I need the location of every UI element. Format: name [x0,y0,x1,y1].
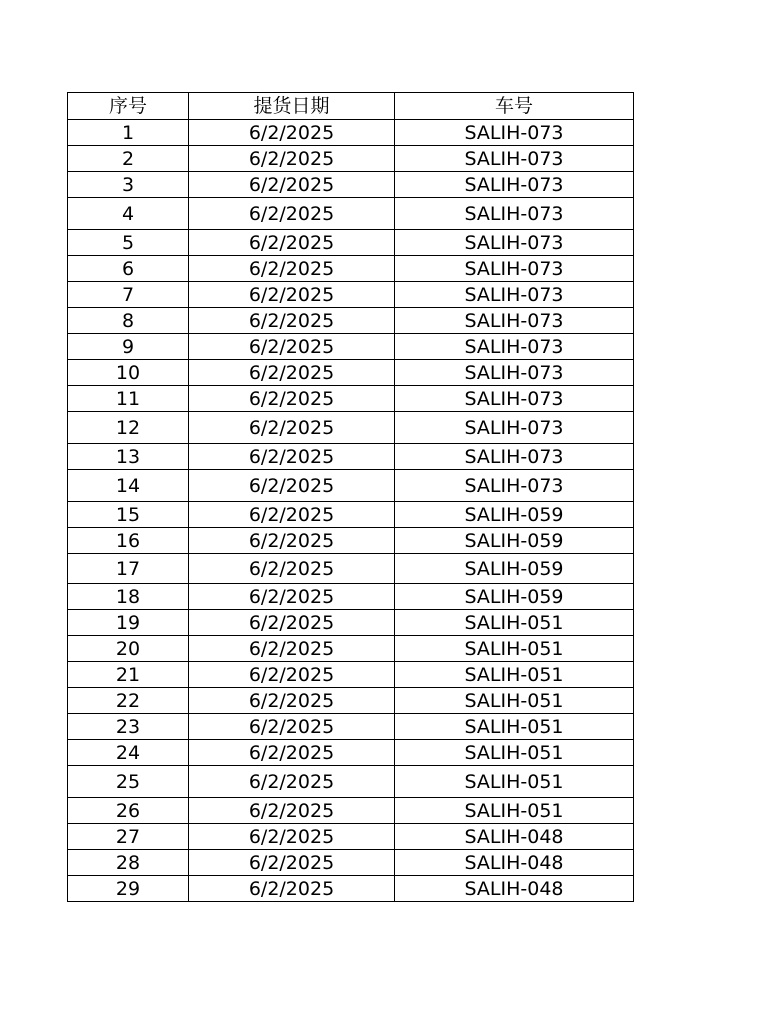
table-row [68,636,634,662]
table-row [68,308,634,334]
serial-number-cell[interactable]: 21 [68,662,189,688]
vehicle-number-cell[interactable]: SALIH-059 [395,554,634,584]
serial-number-cell[interactable]: 24 [68,740,189,766]
table-row [68,120,634,146]
vehicle-number-cell[interactable]: SALIH-048 [395,850,634,876]
table-row [68,386,634,412]
serial-number-cell[interactable]: 20 [68,636,189,662]
serial-number-cell[interactable]: 27 [68,824,189,850]
vehicle-number-cell[interactable]: SALIH-059 [395,584,634,610]
pickup-date-cell[interactable]: 6/2/2025 [189,740,395,766]
vehicle-number-cell[interactable]: SALIH-073 [395,172,634,198]
vehicle-number-cell[interactable]: SALIH-073 [395,230,634,256]
pickup-date-cell[interactable]: 6/2/2025 [189,636,395,662]
pickup-date-cell[interactable]: 6/2/2025 [189,444,395,470]
table-row [68,334,634,360]
pickup-date-cell[interactable]: 6/2/2025 [189,172,395,198]
vehicle-number-cell[interactable]: SALIH-048 [395,876,634,902]
serial-number-cell[interactable]: 12 [68,412,189,444]
serial-number-cell[interactable]: 9 [68,334,189,360]
serial-number-cell[interactable]: 2 [68,146,189,172]
serial-number-cell[interactable]: 5 [68,230,189,256]
table-row [68,502,634,528]
table-row [68,714,634,740]
table-row [68,662,634,688]
vehicle-number-cell[interactable]: SALIH-073 [395,412,634,444]
serial-number-cell[interactable]: 16 [68,528,189,554]
vehicle-number-cell[interactable]: SALIH-073 [395,386,634,412]
vehicle-number-cell[interactable]: SALIH-073 [395,256,634,282]
table-row [68,528,634,554]
vehicle-number-cell[interactable]: SALIH-051 [395,714,634,740]
serial-number-cell[interactable]: 6 [68,256,189,282]
pickup-date-cell[interactable]: 6/2/2025 [189,412,395,444]
table-row [68,444,634,470]
pickup-date-cell[interactable]: 6/2/2025 [189,386,395,412]
serial-number-cell[interactable]: 10 [68,360,189,386]
vehicle-number-cell[interactable]: SALIH-051 [395,766,634,798]
pickup-date-cell[interactable]: 6/2/2025 [189,308,395,334]
pickup-date-cell[interactable]: 6/2/2025 [189,146,395,172]
pickup-date-cell[interactable]: 6/2/2025 [189,502,395,528]
pickup-date-cell[interactable]: 6/2/2025 [189,824,395,850]
pickup-date-cell[interactable]: 6/2/2025 [189,198,395,230]
table-row [68,610,634,636]
vehicle-number-cell[interactable]: SALIH-051 [395,636,634,662]
table-row [68,360,634,386]
vehicle-number-cell[interactable]: SALIH-073 [395,198,634,230]
vehicle-number-cell[interactable]: SALIH-051 [395,662,634,688]
serial-number-cell[interactable]: 11 [68,386,189,412]
serial-number-cell[interactable]: 17 [68,554,189,584]
serial-number-cell[interactable]: 1 [68,120,189,146]
pickup-date-cell[interactable]: 6/2/2025 [189,230,395,256]
vehicle-number-cell[interactable]: SALIH-051 [395,688,634,714]
pickup-date-cell[interactable]: 6/2/2025 [189,256,395,282]
serial-number-cell[interactable]: 18 [68,584,189,610]
vehicle-number-cell[interactable]: SALIH-073 [395,120,634,146]
pickup-date-cell[interactable]: 6/2/2025 [189,334,395,360]
header-row [68,93,634,120]
pickup-date-cell[interactable]: 6/2/2025 [189,714,395,740]
table-row [68,824,634,850]
table-row [68,766,634,798]
header-serial-number[interactable]: 序号 [68,93,189,120]
table-row [68,256,634,282]
table-row [68,798,634,824]
vehicle-number-cell[interactable]: SALIH-051 [395,610,634,636]
serial-number-cell[interactable]: 19 [68,610,189,636]
header-vehicle-number[interactable]: 车号 [395,93,634,120]
pickup-date-cell[interactable]: 6/2/2025 [189,282,395,308]
serial-number-cell[interactable]: 26 [68,798,189,824]
serial-number-cell[interactable]: 22 [68,688,189,714]
table-row [68,470,634,502]
serial-number-cell[interactable]: 23 [68,714,189,740]
serial-number-cell[interactable]: 13 [68,444,189,470]
serial-number-cell[interactable]: 3 [68,172,189,198]
pickup-date-cell[interactable]: 6/2/2025 [189,610,395,636]
table-row [68,172,634,198]
table-row [68,230,634,256]
vehicle-number-cell[interactable]: SALIH-059 [395,502,634,528]
pickup-date-cell[interactable]: 6/2/2025 [189,766,395,798]
vehicle-number-cell[interactable]: SALIH-059 [395,528,634,554]
serial-number-cell[interactable]: 8 [68,308,189,334]
vehicle-number-cell[interactable]: SALIH-051 [395,740,634,766]
vehicle-number-cell[interactable]: SALIH-073 [395,308,634,334]
header-pickup-date[interactable]: 提货日期 [189,93,395,120]
pickup-date-cell[interactable]: 6/2/2025 [189,528,395,554]
vehicle-number-cell[interactable]: SALIH-073 [395,360,634,386]
vehicle-number-cell[interactable]: SALIH-073 [395,470,634,502]
pickup-date-cell[interactable]: 6/2/2025 [189,662,395,688]
serial-number-cell[interactable]: 28 [68,850,189,876]
serial-number-cell[interactable]: 15 [68,502,189,528]
pickup-date-cell[interactable]: 6/2/2025 [189,850,395,876]
pickup-date-cell[interactable]: 6/2/2025 [189,360,395,386]
table-row [68,282,634,308]
pickup-date-cell[interactable]: 6/2/2025 [189,584,395,610]
delivery-table [67,92,634,902]
pickup-date-cell[interactable]: 6/2/2025 [189,554,395,584]
pickup-date-cell[interactable]: 6/2/2025 [189,688,395,714]
table-row [68,146,634,172]
table-row [68,554,634,584]
vehicle-number-cell[interactable]: SALIH-073 [395,334,634,360]
serial-number-cell[interactable]: 14 [68,470,189,502]
table-row [68,412,634,444]
pickup-date-cell[interactable]: 6/2/2025 [189,798,395,824]
serial-number-cell[interactable]: 25 [68,766,189,798]
vehicle-number-cell[interactable]: SALIH-051 [395,798,634,824]
table-row [68,584,634,610]
table-row [68,740,634,766]
table-row [68,850,634,876]
table-body [68,120,634,902]
table-row [68,688,634,714]
pickup-date-cell[interactable]: 6/2/2025 [189,876,395,902]
table-row [68,198,634,230]
pickup-date-cell[interactable]: 6/2/2025 [189,470,395,502]
vehicle-number-cell[interactable]: SALIH-073 [395,146,634,172]
pickup-date-cell[interactable]: 6/2/2025 [189,120,395,146]
serial-number-cell[interactable]: 7 [68,282,189,308]
spreadsheet-area [67,92,634,902]
vehicle-number-cell[interactable]: SALIH-073 [395,282,634,308]
vehicle-number-cell[interactable]: SALIH-073 [395,444,634,470]
vehicle-number-cell[interactable]: SALIH-048 [395,824,634,850]
serial-number-cell[interactable]: 29 [68,876,189,902]
table-row [68,876,634,902]
serial-number-cell[interactable]: 4 [68,198,189,230]
